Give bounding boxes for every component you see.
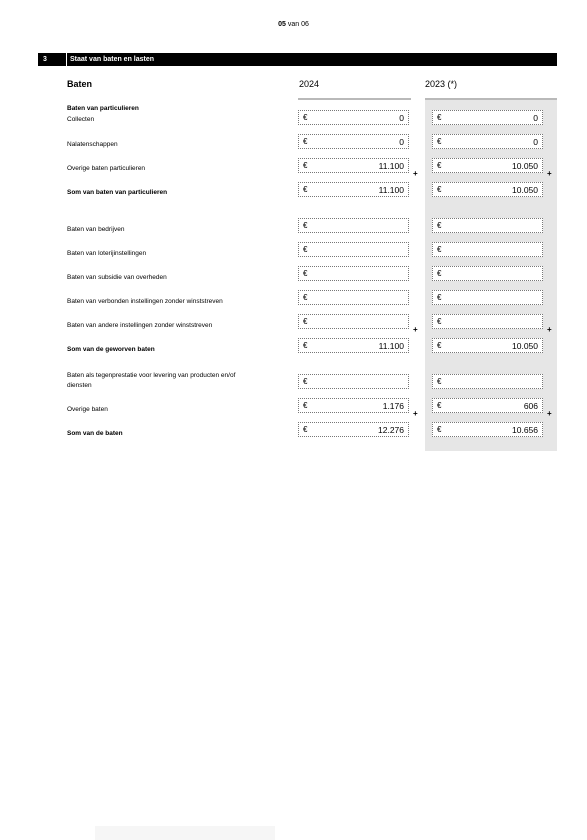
row-label-loterij: Baten van loterijinstellingen	[67, 250, 147, 257]
field-andere-2023[interactable]	[432, 314, 543, 329]
page-number	[0, 21, 587, 28]
page-current: 05	[278, 21, 286, 28]
field-som-particulieren-2024[interactable]	[298, 182, 409, 197]
plus-sign-2023: +	[547, 409, 552, 418]
field-som-geworven-2024[interactable]	[298, 338, 409, 353]
field-collecten-2024[interactable]	[298, 110, 409, 125]
field-nalatenschappen-2024[interactable]	[298, 134, 409, 149]
column-underline-2023	[425, 98, 557, 100]
currency-symbol: €	[303, 293, 308, 302]
field-bedrijven-2024[interactable]	[298, 218, 409, 233]
plus-sign-2023: +	[547, 169, 552, 178]
row-label-nalatenschappen: Nalatenschappen	[67, 141, 118, 148]
column-header-2023: 2023 (*)	[425, 79, 458, 89]
currency-symbol: €	[437, 401, 442, 410]
field-value: 0	[533, 137, 538, 147]
currency-symbol: €	[303, 245, 308, 254]
currency-symbol: €	[437, 425, 442, 434]
section-divider	[66, 53, 67, 66]
field-value: 10.050	[512, 161, 538, 171]
field-value: 0	[399, 137, 404, 147]
page-sep: van	[287, 21, 300, 28]
field-overige-2023[interactable]	[432, 398, 543, 413]
group-label-particulieren: Baten van particulieren	[67, 105, 139, 112]
currency-symbol: €	[437, 245, 442, 254]
currency-symbol: €	[303, 137, 308, 146]
row-label-tegenprestatie: Baten als tegenprestatie voor levering van producten en/of diensten	[67, 372, 236, 389]
row-label-overige: Overige baten	[67, 406, 108, 413]
field-collecten-2023[interactable]	[432, 110, 543, 125]
currency-symbol: €	[437, 377, 442, 386]
field-som-baten-2024[interactable]	[298, 422, 409, 437]
row-label-collecten: Collecten	[67, 116, 95, 123]
currency-symbol: €	[303, 269, 308, 278]
section-title: Staat van baten en lasten	[70, 56, 155, 63]
field-value: 10.050	[512, 341, 538, 351]
field-som-geworven-2023[interactable]	[432, 338, 543, 353]
row-label-verbonden: Baten van verbonden instellingen zonder winststreven	[67, 298, 223, 305]
row-label-som-particulieren: Som van baten van particulieren	[67, 189, 168, 196]
row-label-overige-particulieren: Overige baten particulieren	[67, 165, 146, 172]
section-number: 3	[43, 56, 47, 63]
plus-sign-2024: +	[413, 409, 418, 418]
field-value: 1.176	[382, 401, 404, 411]
currency-symbol: €	[303, 221, 308, 230]
field-value: 10.050	[512, 185, 538, 195]
currency-symbol: €	[303, 401, 308, 410]
section-header-bar	[38, 53, 557, 66]
currency-symbol: €	[437, 341, 442, 350]
field-verbonden-2024[interactable]	[298, 290, 409, 305]
row-label-andere: Baten van andere instellingen zonder winststreven	[67, 322, 213, 329]
plus-sign-2024: +	[413, 325, 418, 334]
table-title: Baten	[67, 79, 93, 89]
currency-symbol: €	[303, 341, 308, 350]
currency-symbol: €	[303, 161, 308, 170]
row-label-som-geworven: Som van de geworven baten	[67, 346, 155, 353]
currency-symbol: €	[303, 425, 308, 434]
currency-symbol: €	[303, 317, 308, 326]
field-tegenprestatie-2024[interactable]	[298, 374, 409, 389]
field-subsidie-2024[interactable]	[298, 266, 409, 281]
column-underline-2024	[298, 98, 411, 100]
field-value: 0	[533, 113, 538, 123]
field-som-particulieren-2023[interactable]	[432, 182, 543, 197]
currency-symbol: €	[437, 221, 442, 230]
currency-symbol: €	[303, 185, 308, 194]
field-andere-2024[interactable]	[298, 314, 409, 329]
field-value: 11.100	[378, 185, 404, 195]
field-loterij-2023[interactable]	[432, 242, 543, 257]
field-overige-2024[interactable]	[298, 398, 409, 413]
field-value: 11.100	[378, 161, 404, 171]
field-tegenprestatie-2023[interactable]	[432, 374, 543, 389]
row-label-som-baten: Som van de baten	[67, 430, 123, 437]
row-label-subsidie: Baten van subsidie van overheden	[67, 274, 167, 281]
row-label-bedrijven: Baten van bedrijven	[67, 226, 125, 233]
currency-symbol: €	[303, 377, 308, 386]
currency-symbol: €	[437, 269, 442, 278]
currency-symbol: €	[437, 185, 442, 194]
column-header-2024: 2024	[299, 79, 320, 89]
currency-symbol: €	[437, 293, 442, 302]
currency-symbol: €	[437, 161, 442, 170]
currency-symbol: €	[303, 113, 308, 122]
field-bedrijven-2023[interactable]	[432, 218, 543, 233]
page-total: 06	[301, 21, 309, 28]
field-overige-particulieren-2023[interactable]	[432, 158, 543, 173]
field-value: 0	[399, 113, 404, 123]
field-nalatenschappen-2023[interactable]	[432, 134, 543, 149]
field-value: 10.656	[512, 425, 538, 435]
plus-sign-2024: +	[413, 169, 418, 178]
currency-symbol: €	[437, 113, 442, 122]
field-value: 11.100	[378, 341, 404, 351]
currency-symbol: €	[437, 317, 442, 326]
field-som-baten-2023[interactable]	[432, 422, 543, 437]
field-overige-particulieren-2024[interactable]	[298, 158, 409, 173]
plus-sign-2023: +	[547, 325, 552, 334]
field-loterij-2024[interactable]	[298, 242, 409, 257]
field-value: 12.276	[378, 425, 404, 435]
field-value: 606	[523, 401, 538, 411]
field-verbonden-2023[interactable]	[432, 290, 543, 305]
currency-symbol: €	[437, 137, 442, 146]
field-subsidie-2023[interactable]	[432, 266, 543, 281]
footer-strip	[95, 826, 275, 840]
